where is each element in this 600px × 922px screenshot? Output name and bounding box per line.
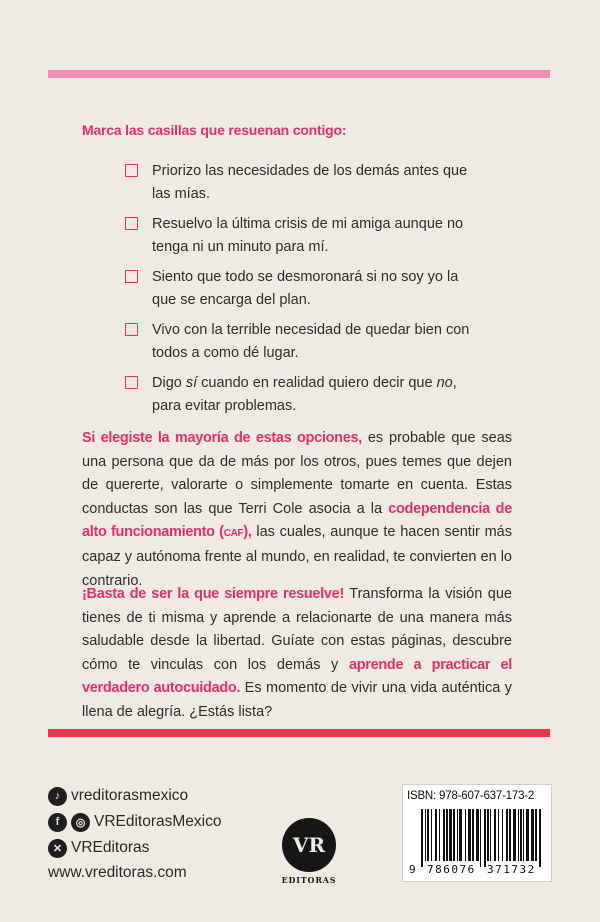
checklist-item xyxy=(125,160,485,206)
checklist-item xyxy=(125,213,485,259)
barcode-digit-first: 9 xyxy=(409,863,416,876)
checklist-item xyxy=(125,372,485,418)
checklist-item-text: Resuelvo la última crisis de mi amiga aunque no tenga ni un minuto para mí. xyxy=(152,216,464,255)
barcode xyxy=(402,784,552,882)
top-divider-bar xyxy=(48,70,550,78)
checklist-heading: Marca las casillas que resuenan contigo: xyxy=(82,122,347,138)
checklist-item xyxy=(125,266,485,312)
tiktok-icon: ♪ xyxy=(48,787,67,806)
checkbox[interactable] xyxy=(125,376,138,389)
isbn-label: ISBN: 978-607-637-173-2 xyxy=(407,790,535,802)
checkbox[interactable] xyxy=(125,323,138,336)
checkbox[interactable] xyxy=(125,217,138,230)
checklist xyxy=(125,160,485,425)
vr-logo-icon: VR xyxy=(282,818,336,872)
checkbox[interactable] xyxy=(125,164,138,177)
description-paragraph-2: ¡Basta de ser la que siempre resuelve! Transforma la visión que tienes de ti misma y aprende a relacionarte de una manera más saludable desde la libertad. Guíate con estas páginas, descubre cómo te vinculas con los demás y aprende a practicar el verdadero autocuidado. Es momento de vivir una vida auténtica y llena de alegría. ¿Estás lista? xyxy=(82,586,513,720)
social-x[interactable] xyxy=(48,836,222,860)
social-tiktok[interactable] xyxy=(48,784,222,808)
facebook-icon: f xyxy=(48,813,67,832)
checklist-item-text: Vivo con la terrible necesidad de quedar bien con todos a como dé lugar. xyxy=(152,322,470,361)
checklist-item-text: Priorizo las necesidades de los demás antes que las mías. xyxy=(152,163,468,202)
x-icon: ✕ xyxy=(48,839,67,858)
x-handle[interactable]: VREditoras xyxy=(71,839,150,856)
social-facebook-instagram[interactable] xyxy=(48,810,222,834)
checkbox[interactable] xyxy=(125,270,138,283)
instagram-icon: ◎ xyxy=(71,813,90,832)
publisher-logo xyxy=(281,818,337,885)
facebook-instagram-handle[interactable]: VREditorasMexico xyxy=(94,813,222,830)
description-paragraph-1: Si elegiste la mayoría de estas opciones, es probable que seas una persona que da de más por los otros, pues temes que dejen de quererte, valorarte o simplemente tomarte en cuenta. Estas conductas son las que Terri Cole asocia a la codependencia de alto funcionamiento (CAF), las cuales, aunque te hacen sentir más capaz y autónoma frente al mundo, en realidad, te convierten en lo contrario. xyxy=(82,430,513,589)
barcode-digits-left: 786076 xyxy=(427,863,476,876)
checklist-item xyxy=(125,319,485,365)
barcode-digits-right: 371732 xyxy=(487,863,536,876)
bottom-divider-bar xyxy=(48,729,550,737)
tiktok-handle[interactable]: vreditorasmexico xyxy=(71,787,189,804)
publisher-label: EDITORAS xyxy=(281,875,337,885)
social-links xyxy=(48,784,222,862)
checklist-item-text: Digo sí cuando en realidad quiero decir que no, para evitar problemas. xyxy=(152,375,457,414)
checklist-item-text: Siento que todo se desmoronará si no soy yo la que se encarga del plan. xyxy=(152,269,459,308)
website-link[interactable]: www.vreditoras.com xyxy=(48,864,187,881)
